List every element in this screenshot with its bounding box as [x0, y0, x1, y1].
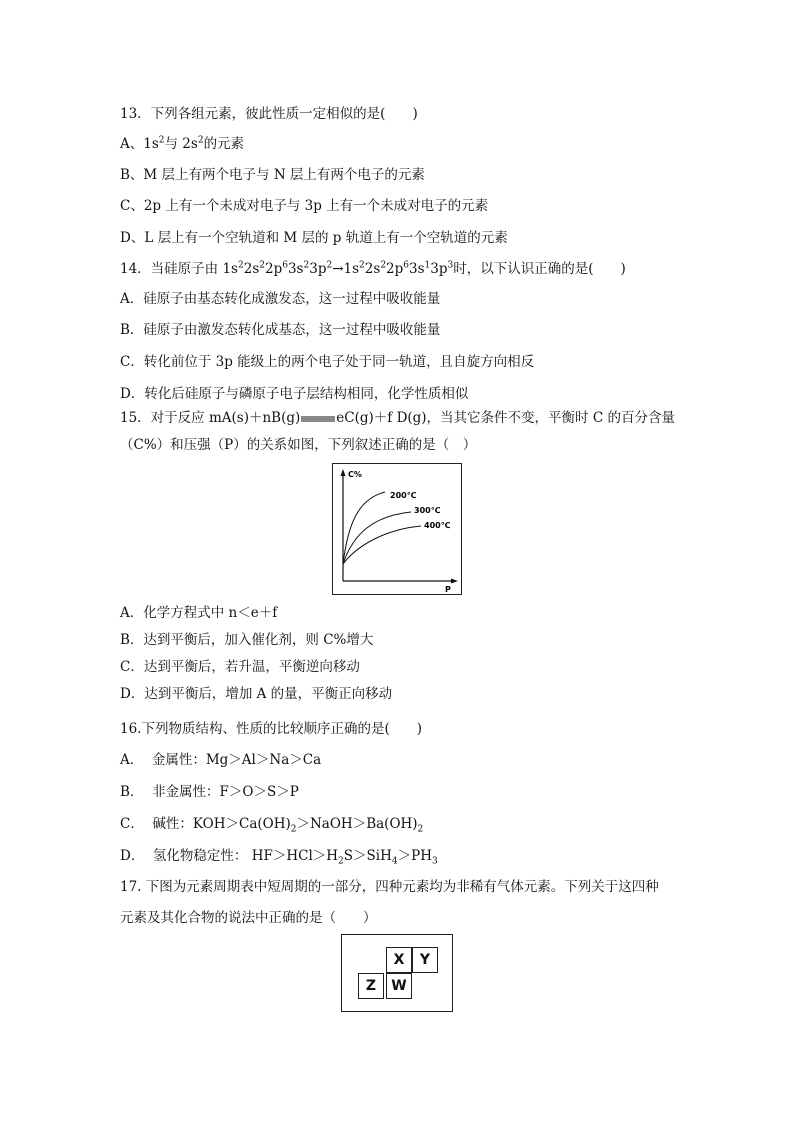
q17-stem-1: 17. 下图为元素周期表中短周期的一部分，四种元素均为非稀有气体元素。下列关于这四种 [120, 879, 659, 895]
series-line-400 [343, 526, 421, 564]
q13-option-a: A、$1s^2$与 $2s^2$的元素 [120, 135, 245, 152]
y-axis-label: C% [348, 470, 362, 479]
c-percent-pressure-chart [332, 463, 462, 595]
series-label-400: 400℃ [424, 521, 451, 530]
q13-stem: 13．下列各组元素，彼此性质一定相似的是( ) [120, 106, 418, 122]
element-cell-y: Y [412, 947, 438, 973]
q15-stem-1: 15．对于反应 mA(s)＋nB(g) eC(g)＋f D(g)，当其它条件不变，平衡时 C 的百分含量 [120, 410, 675, 426]
q13-option-c: C、2p 上有一个未成对电子与 3p 上有一个未成对电子的元素 [120, 198, 489, 214]
q14-option-d: D．转化后硅原子与磷原子电子层结构相同，化学性质相似 [120, 386, 469, 402]
q15-option-d: D．达到平衡后，增加 A 的量，平衡正向移动 [120, 686, 393, 702]
q15-stem-2: （C%）和压强（P）的关系如图，下列叙述正确的是（ ） [120, 437, 477, 453]
q14-option-c: C．转化前位于 3p 能级上的两个电子处于同一轨道，且自旋方向相反 [120, 354, 535, 370]
q16-option-b: B． 非金属性：F＞O＞S＞P [120, 784, 299, 800]
x-axis-arrow [451, 579, 458, 584]
series-label-200: 200℃ [390, 491, 417, 500]
q13-option-d: D、L 层上有一个空轨道和 M 层的 p 轨道上有一个空轨道的元素 [120, 230, 508, 246]
element-cell-x: X [386, 947, 412, 973]
q14-option-a: A．硅原子由基态转化成激发态，这一过程中吸收能量 [120, 291, 441, 307]
q14-stem: 14．当硅原子由 $1s^22s^22p^63s^23p^2\to 1s^22s^22p^63s^13p^3$时，以下认识正确的是( ) [120, 260, 626, 277]
q16-option-d: D． 氢化物稳定性： $HF>HCl>H_2S>SiH_4>PH_3$ [120, 848, 438, 867]
q14-option-b: B．硅原子由激发态转化成基态，这一过程中吸收能量 [120, 322, 441, 338]
series-label-300: 300℃ [414, 506, 441, 515]
q15-option-b: B．达到平衡后，加入催化剂，则 C%增大 [120, 632, 374, 648]
y-axis-arrow [341, 469, 346, 476]
element-cell-w: W [386, 973, 412, 999]
q16-stem: 16.下列物质结构、性质的比较顺序正确的是( ) [120, 721, 423, 737]
q16-option-c: C． 碱性：$KOH>Ca(OH)_2>NaOH>Ba(OH)_2$ [120, 816, 424, 835]
q15-option-c: C．达到平衡后，若升温，平衡逆向移动 [120, 659, 360, 675]
equilibrium-arrow-icon [301, 415, 335, 423]
q17-stem-2: 元素及其化合物的说法中正确的是（ ） [120, 910, 377, 926]
x-axis-label: P [445, 585, 451, 594]
element-cell-z: Z [358, 973, 384, 999]
periodic-table-fragment [341, 934, 453, 1012]
series-line-200 [343, 492, 385, 564]
q13-option-b: B、M 层上有两个电子与 N 层上有两个电子的元素 [120, 167, 425, 183]
q16-option-a: A． 金属性：Mg＞Al＞Na＞Ca [120, 752, 322, 768]
chart-canvas [333, 464, 461, 594]
q15-option-a: A．化学方程式中 n＜e＋f [120, 605, 278, 621]
